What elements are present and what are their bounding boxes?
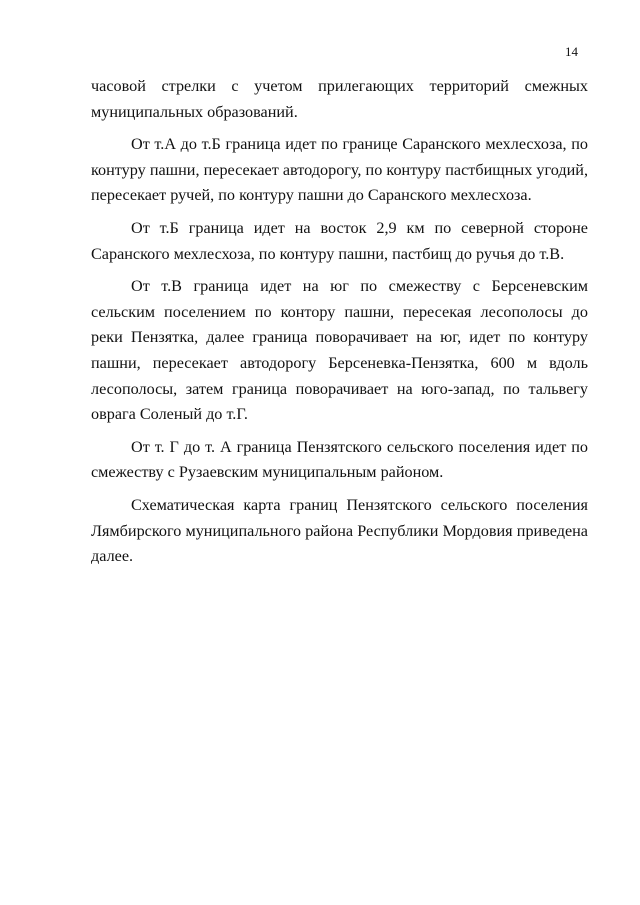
paragraph-a-to-b: От т.А до т.Б граница идет по границе Саранского мехлесхоза, по контуру пашни, пересекает автодорогу, по контуру пастбищных угодий, пересекает ручей, по контуру пашни до Саранского мехлесхоза.	[91, 135, 588, 205]
paragraph-map-reference: Схематическая карта границ Пензятского сельского поселения Лямбирского муниципального района Республики Мордовия приведена далее.	[91, 495, 588, 566]
page-body	[91, 74, 588, 577]
paragraph-g-to-a: От т. Г до т. А граница Пензятского сельского поселения идет по смежеству с Рузаевским муниципальным районом.	[91, 437, 588, 482]
paragraph-v-to-g: От т.В граница идет на юг по смежеству с Берсеневским сельским поселением по контору пашни, пересекая лесополосы до реки Пензятка, далее граница поворачивает на юг, идет по контуру пашни, пересекает автодорогу Берсеневка-Пензятка, 600 м вдоль лесополосы, затем граница поворачивает на юго-запад, по тальвегу оврага Соленый до т.Г.	[91, 277, 588, 424]
page-number: 14	[565, 44, 578, 59]
paragraph-continuation: часовой стрелки с учетом прилегающих территорий смежных муниципальных образований.	[91, 77, 588, 121]
paragraph-b-to-v: От т.Б граница идет на восток 2,9 км по северной стороне Саранского мехлесхоза, по контуру пашни, пастбищ до ручья до т.В.	[91, 218, 588, 263]
